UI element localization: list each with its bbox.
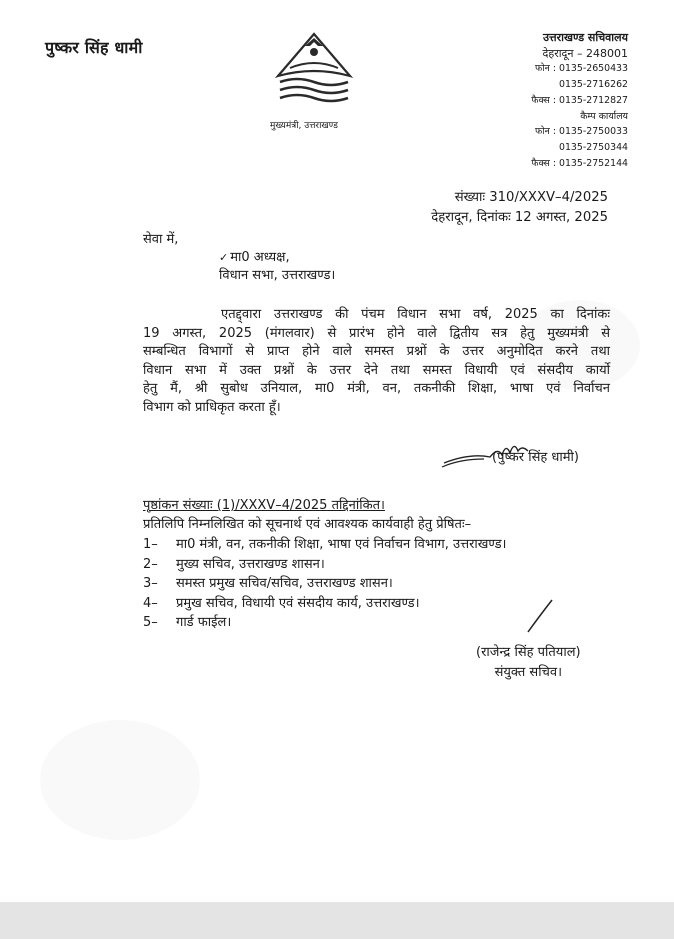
- camp-phone: फोन : 0135-2750033: [535, 126, 628, 138]
- paper-smudge: [40, 720, 200, 840]
- office-phone-2: 0135-2716262: [559, 79, 628, 91]
- body-paragraph: [143, 306, 610, 418]
- secretary-block: [476, 643, 581, 683]
- body-line: विभाग को प्राधिकृत करता हूँ।: [143, 399, 281, 415]
- list-item: 2– मुख्य सचिव, उत्तराखण्ड शासन।: [143, 556, 325, 572]
- addressee-block: [219, 249, 335, 285]
- copy-intro: प्रतिलिपि निम्नलिखित को सूचनार्थ एवं आवश्यक कार्यवाही हेतु प्रेषितः–: [143, 517, 472, 532]
- secretary-signature-icon: [520, 596, 560, 636]
- body-line: सम्बन्धित विभागों से प्राप्त होने वाले समस्त प्रश्नों के उत्तर अनुमोदित करने तथा: [143, 344, 610, 360]
- letterhead-name: पुष्कर सिंह धामी: [45, 38, 143, 57]
- reference-number: संख्याः 310/XXXV–4/2025: [454, 190, 608, 205]
- body-line: हेतु मैं, श्री सुबोध उनियाल, मा0 मंत्री, वन, तकनीकी शिक्षा, भाषा एवं निर्वाचन: [143, 381, 610, 397]
- emblem-caption: मुख्यमंत्री, उत्तराखण्ड: [270, 121, 338, 131]
- endorsement-number: पृष्ठांकन संख्याः (1)/XXXV–4/2025 तद्दिनांकित।: [143, 498, 385, 513]
- uttarakhand-emblem-icon: [272, 32, 356, 106]
- body-line: विधान सभा में उक्त प्रश्नों के उत्तर देने तथा समस्त विधायी एवं संसदीय कार्यो: [143, 362, 610, 378]
- list-item: 5– गार्ड फाईल।: [143, 615, 232, 630]
- background-strip: [0, 902, 674, 939]
- reference-block: [431, 188, 608, 228]
- addressee-line-1: मा0 अध्यक्ष,: [230, 250, 290, 265]
- office-city: देहरादून – 248001: [542, 46, 628, 60]
- contact-block: [531, 30, 628, 171]
- salutation: सेवा में,: [143, 232, 179, 247]
- list-item: 3– समस्त प्रमुख सचिव/सचिव, उत्तराखण्ड शासन।: [143, 576, 393, 591]
- office-phone: फोन : 0135-2650433: [535, 63, 628, 75]
- copy-list: [143, 535, 506, 633]
- list-item: 4– प्रमुख सचिव, विधायी एवं संसदीय कार्य, उत्तराखण्ड।: [143, 595, 420, 611]
- body-line: 19 अगस्त, 2025 (मंगलवार) से प्रारंभ होने वाले द्वितीय सत्र हेतु मुख्यमंत्री से: [143, 325, 610, 341]
- secretary-name: (राजेन्द्र सिंह पतियाल): [476, 645, 581, 660]
- signatory-cm: (पुष्कर सिंह धामी): [492, 450, 579, 465]
- camp-fax: फैक्स : 0135-2752144: [531, 157, 628, 169]
- camp-office-label: कैम्प कार्यालय: [580, 110, 628, 122]
- camp-phone-2: 0135-2750344: [559, 141, 628, 153]
- addressee-line-2: विधान सभा, उत्तराखण्ड।: [219, 268, 336, 283]
- office-fax: फैक्स : 0135-2712827: [531, 94, 628, 106]
- list-item: 1– मा0 मंत्री, वन, तकनीकी शिक्षा, भाषा एवं निर्वाचन विभाग, उत्तराखण्ड।: [143, 537, 507, 552]
- tick-mark-icon: ✓: [219, 251, 229, 264]
- office-name: उत्तराखण्ड सचिवालय: [543, 31, 628, 44]
- secretary-designation: संयुक्त सचिव।: [494, 665, 562, 680]
- place-date: देहरादून, दिनांकः 12 अगस्त, 2025: [431, 210, 608, 225]
- body-line: एतद्द्वारा उत्तराखण्ड की पंचम विधान सभा वर्ष, 2025 का दिनांकः: [221, 307, 610, 322]
